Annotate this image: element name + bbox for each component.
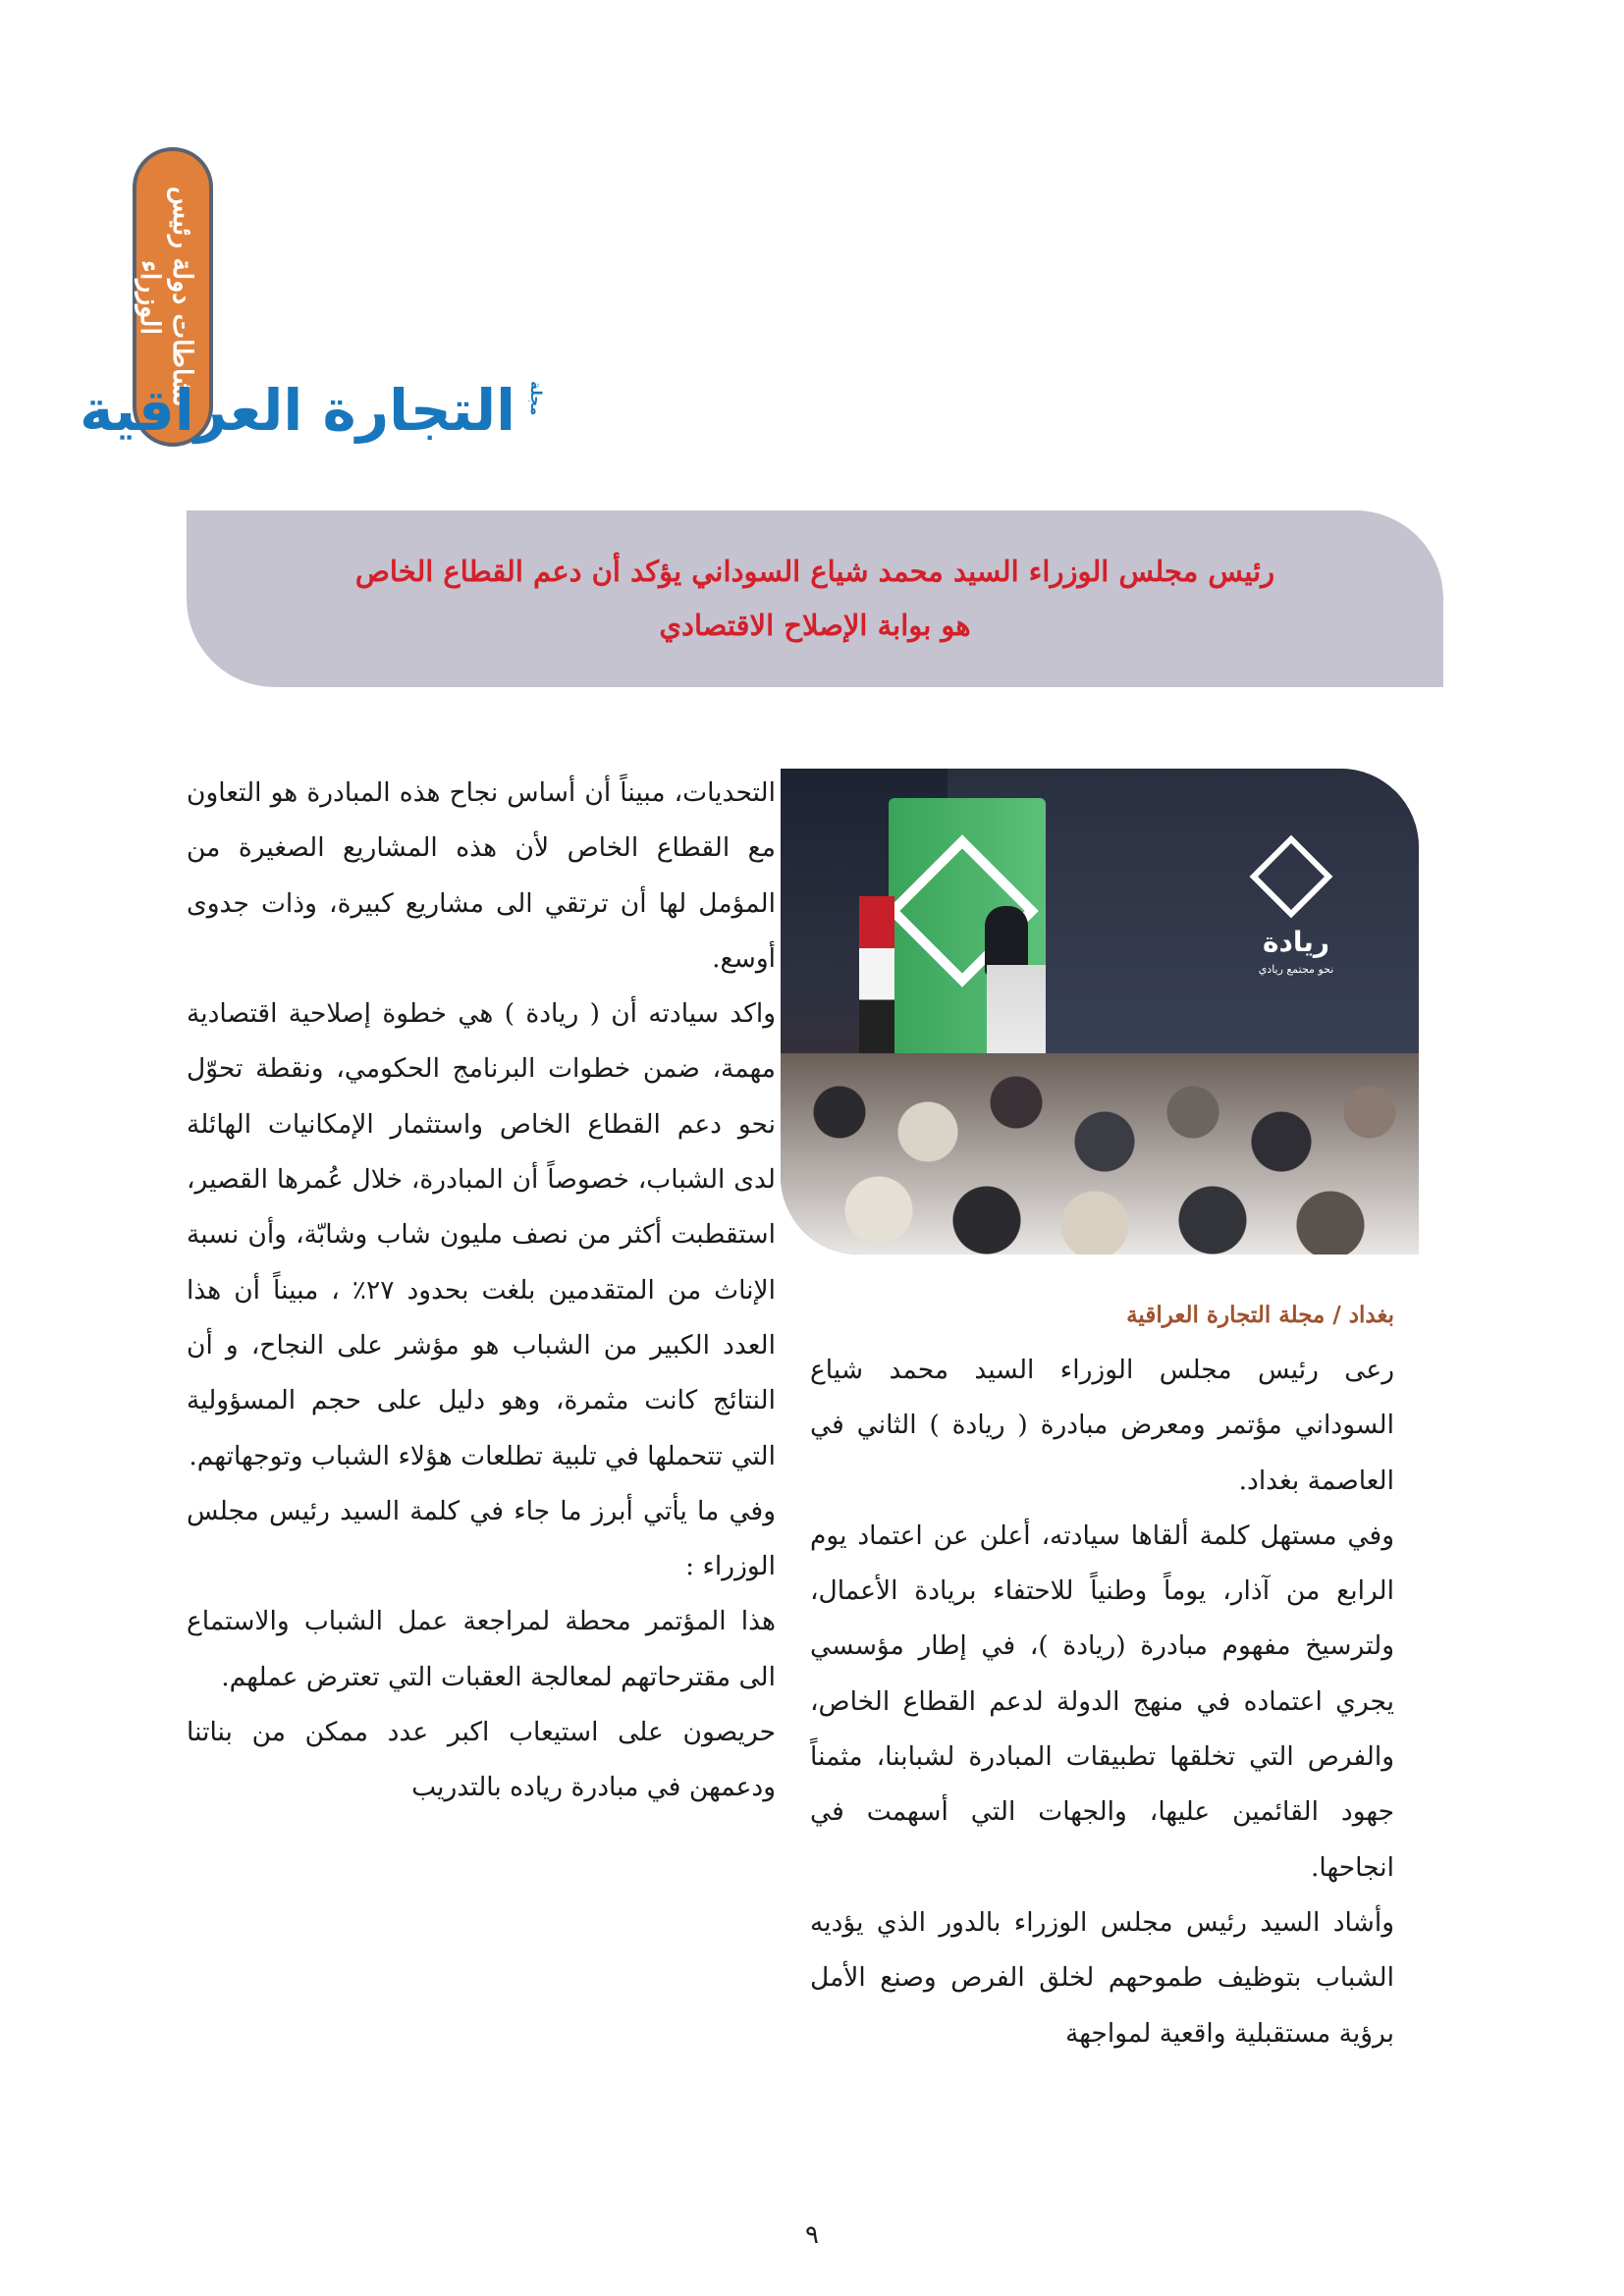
magazine-logo-name: التجارة العراقية — [80, 377, 515, 444]
screen-logo-sub: نحو مجتمع ريادي — [1258, 963, 1334, 976]
article-column-left — [187, 766, 776, 1816]
headline-banner — [187, 510, 1443, 687]
section-tab-label: نشاطات دولة رئيس الوزراء — [135, 187, 197, 407]
article-location: بغداد / مجلة التجارة العراقية — [1126, 1302, 1394, 1328]
magazine-logo-tag: مجلة — [527, 381, 545, 416]
magazine-logo — [80, 371, 545, 450]
article-column-right — [810, 1296, 1394, 2061]
page-number: ٩ — [805, 2220, 819, 2250]
paragraph: هذا المؤتمر محطة لمراجعة عمل الشباب والاستماع الى مقترحاتهم لمعالجة العقبات التي تعترض عملهم. — [187, 1606, 776, 1692]
headline-line-2: هو بوابة الإصلاح الاقتصادي — [659, 609, 971, 642]
article-body — [187, 756, 1394, 2110]
headline-line-1: رئيس مجلس الوزراء السيد محمد شياع السوداني يؤكد أن دعم القطاع الخاص — [354, 555, 1275, 588]
paragraph: رعى رئيس مجلس الوزراء السيد محمد شياع السوداني مؤتمر ومعرض مبادرة ( ريادة ) الثاني في العاصمة بغداد. — [810, 1355, 1394, 1496]
paragraph: وفي مستهل كلمة ألقاها سيادته، أعلن عن اعتماد يوم الرابع من آذار، يوماً وطنياً للاحتفاء بريادة الأعمال، ولترسيخ مفهوم مبادرة (ريادة )، في إطار مؤسسي يجري اعتماده في منهج الدولة لدعم القطاع الخاص، والفرص التي تخلقها تطبيقات المبادرة لشبابنا، مثمناً جهود القائمين عليها، والجهات التي أسهمت في انجاحها. — [810, 1520, 1394, 1883]
screen-logo-text: ريادة — [1262, 926, 1330, 958]
paragraph: وفي ما يأتي أبرز ما جاء في كلمة السيد رئيس مجلس الوزراء : — [187, 1495, 776, 1582]
paragraph: وأشاد السيد رئيس مجلس الوزراء بالدور الذي يؤديه الشباب بتوظيف طموحهم لخلق الفرص وصنع الأمل برؤية مستقبلية واقعية لمواجهة — [810, 1906, 1394, 2049]
paragraph: واكد سيادته أن ( ريادة ) هي خطوة إصلاحية اقتصادية مهمة، ضمن خطوات البرنامج الحكومي، ونقطة تحوّل نحو دعم القطاع الخاص واستثمار الإمكانيات الهائلة لدى الشباب، خصوصاً أن المبادرة، خلال عُمرها القصير، استقطبت أكثر من نصف مليون شاب وشابّة، وأن نسبة الإناث من المتقدمين بلغت بحدود ٢٧٪ ، مبيناً أن هذا العدد الكبير من الشباب هو مؤشر على النجاح، و أن النتائج كانت مثمرة، وهو دليل على حجم المسؤولية التي تتحملها في تلبية تطلعات هؤلاء الشباب وتوجهاتهم. — [187, 998, 777, 1471]
paragraph: حريصون على استيعاب اكبر عدد ممكن من بناتنا ودعمهن في مبادرة رياده بالتدريب — [187, 1717, 776, 1803]
paragraph: التحديات، مبيناً أن أساس نجاح هذه المبادرة هو التعاون مع القطاع الخاص لأن هذه المشاريع الصغيرة من المؤمل لها أن ترتقي الى مشاريع كبيرة، وذات جدوى أوسع. — [187, 777, 776, 974]
